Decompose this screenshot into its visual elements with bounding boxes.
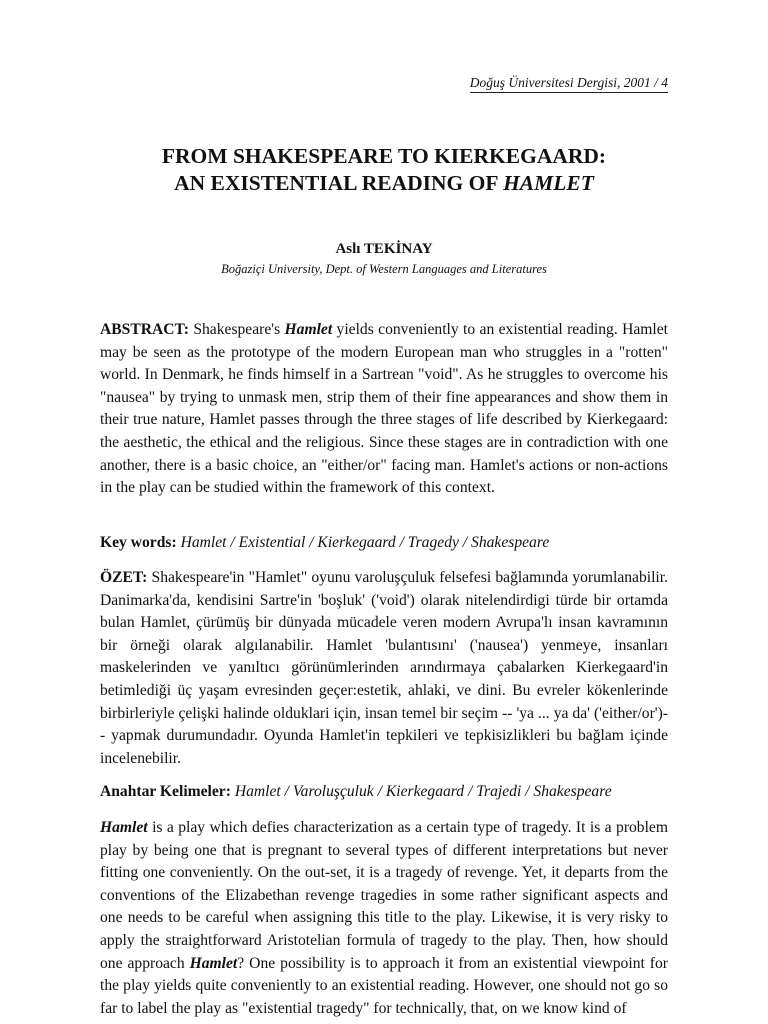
body-lead-title: Hamlet: [100, 819, 148, 836]
abstract-label: ABSTRACT:: [100, 321, 189, 338]
anahtar-label: Anahtar Kelimeler:: [100, 783, 231, 800]
abstract-text: yields conveniently to an existential reading. Hamlet may be seen as the prototype of the modern European man who struggles in a "rotten" world. In Denmark, he finds himself in a Sartrean "void". As he struggles to overcome his "nausea" by trying to unmask men, strip them of their fine appearances and show them in their true nature, Hamlet passes through the three stages of life described by Kierkegaard: the aesthetic, the ethical and the religious. Since these stages are in contradiction with one another, there is a basic choice, an "either/or" facing man. Hamlet's actions or non-actions in the play can be studied within the framework of this context.: [100, 321, 668, 497]
body-text-1: is a play which defies characterization as a certain type of tragedy. It is a problem play by being one that is pregnant to several types of different interpretations but never fitting one conveniently. On the out-set, it is a tragedy of revenge. Yet, it departs from the conventions of the Elizabethan revenge tragedies in some rather significant aspects and one needs to be careful when assigning this title to the play. Likewise, it is very risky to apply the straightforward Aristotelian formula of tragedy to the play. Then, how should one approach: [100, 819, 668, 972]
keywords-line: [100, 533, 668, 553]
abstract-work-title: Hamlet: [284, 321, 333, 338]
running-header: Doğuş Üniversitesi Dergisi, 2001 / 4: [470, 75, 668, 93]
keywords-label: Key words:: [100, 534, 177, 551]
anahtar-list: Hamlet / Varoluşçuluk / Kierkegaard / Trajedi / Shakespeare: [230, 783, 612, 800]
abstract-pre: Shakespeare's: [188, 321, 285, 338]
author-affiliation: Boğaziçi University, Dept. of Western Languages and Literatures: [221, 262, 547, 276]
author-name: Aslı TEKİNAY: [335, 241, 433, 257]
ozet-text: Shakespeare'in "Hamlet" oyunu varoluşçuluk felsefesi bağlamında yorumlanabilir. Danimarka'da, kendisini Sartre'in 'boşluk' ('void') olarak nitelendirdigi türde bir ortamda bulan Hamlet, çürümüş bir dünyada mücadele veren modern Avrupa'lı insan kavramının bir örneği olarak algılanabilir. Hamlet 'bulantısını' ('nausea') yenmeye, insanları maskelerinden ve yanıltıcı görünümlerinden arındırmaya çabalarken Kierkegaard'in betimlediği üç yaşam evresinden geçer:estetik, ahlaki, ve dini. Bu evreler kökenlerinde birbirleriyle çelişki halinde olduklari için, insan temel bir seçim -- 'ya ... ya da' ('either/or')-- yapmak durumundadır. Oyunda Hamlet'in tepkileri ve tepkisizlikleri bu bağlam içinde incelenebilir.: [100, 569, 668, 767]
title-line-1: FROM SHAKESPEARE TO KIERKEGAARD:: [161, 144, 607, 168]
body-mid-title: Hamlet: [189, 954, 238, 972]
body-paragraph: [100, 817, 668, 1020]
abstract-paragraph: [100, 319, 668, 500]
body-text-2: ? One possibility is to approach it from an existential viewpoint for the play yields quite conveniently to an existential reading. However, one should not go so far to label the play as "existential tragedy" for technically, that, on we know kind of: [100, 954, 668, 1017]
title-line-2-text: AN EXISTENTIAL READING OF: [174, 171, 504, 195]
anahtar-kelimeler-line: [100, 782, 668, 802]
title-line-2: [100, 170, 668, 197]
title-hamlet: HAMLET: [503, 171, 594, 195]
ozet-label: ÖZET:: [100, 569, 148, 586]
keywords-list: Hamlet / Existential / Kierkegaard / Tragedy / Shakespeare: [176, 534, 550, 551]
paper-title: [100, 143, 668, 197]
ozet-paragraph: [100, 567, 668, 770]
